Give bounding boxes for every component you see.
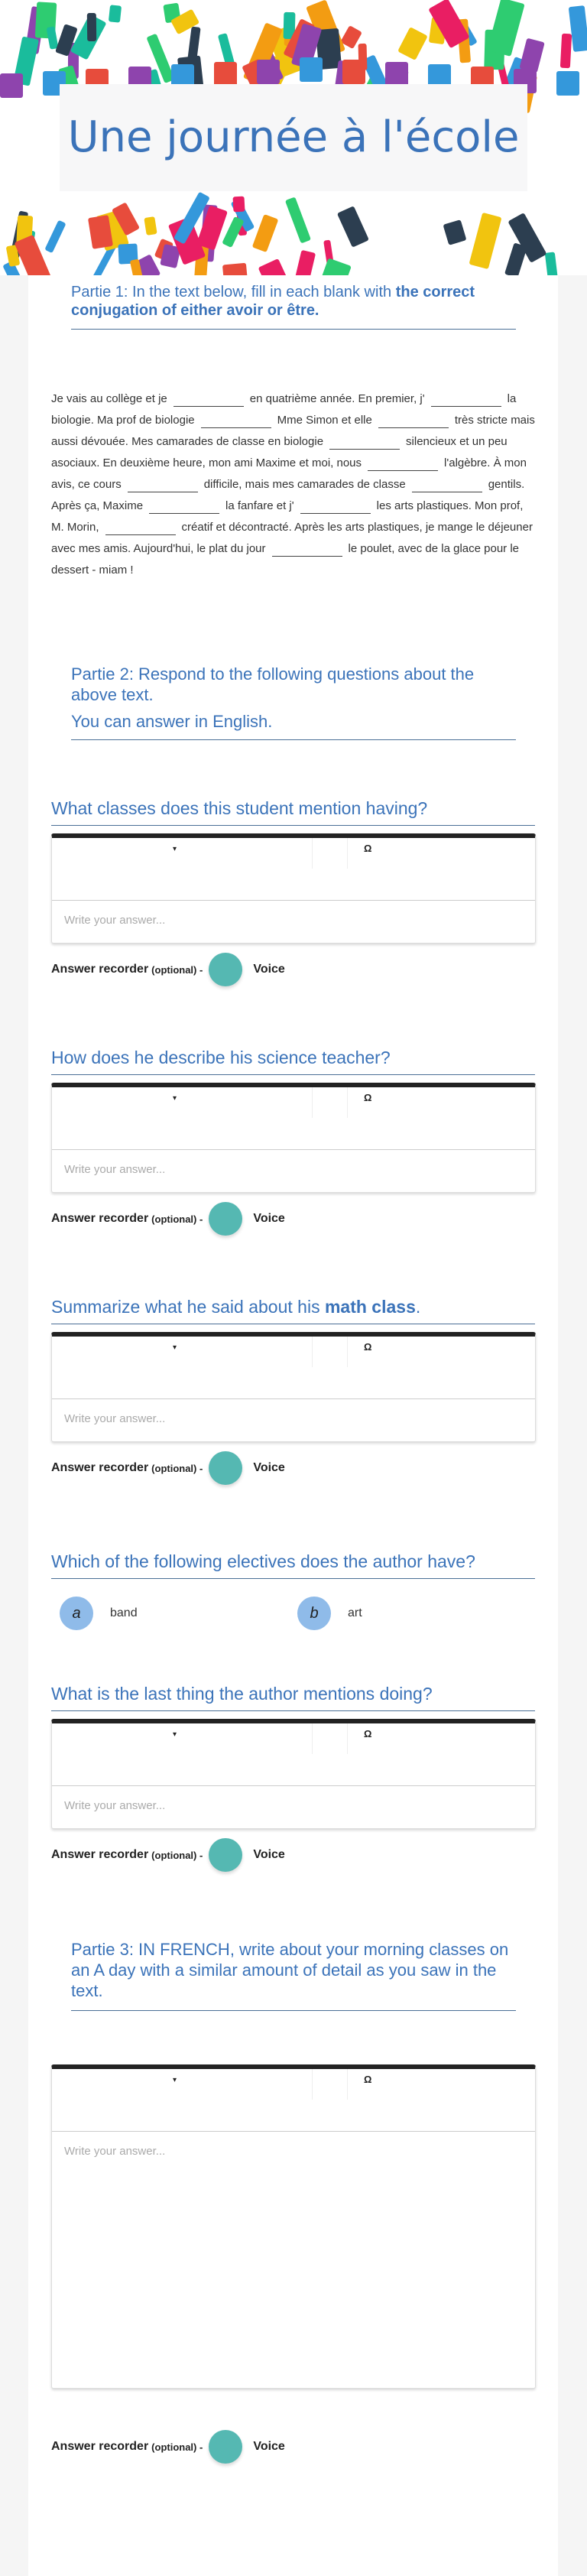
recorder-label: Answer recorder bbox=[51, 963, 149, 976]
voice-record-button[interactable] bbox=[209, 1838, 242, 1872]
header-banner bbox=[0, 0, 587, 275]
recorder-label: Answer recorder bbox=[51, 1848, 149, 1861]
voice-label: Voice bbox=[253, 1848, 285, 1861]
heading-bold: the correct conjugation of either avoir or être. bbox=[71, 284, 475, 319]
voice-record-button[interactable] bbox=[209, 953, 242, 986]
part2-heading bbox=[71, 664, 516, 740]
part3-heading: Partie 3: IN FRENCH, write about your morning classes on an A day with a similar amount of detail as you saw in the text. bbox=[71, 1939, 516, 2011]
school-supply-decoration bbox=[285, 197, 311, 243]
question-text: What is the last thing the author mentions doing? bbox=[51, 1684, 433, 1704]
font-dropdown-caret-icon[interactable]: ▾ bbox=[173, 1730, 177, 1739]
school-supply-decoration bbox=[488, 0, 525, 57]
passage-text: Mme Simon et elle bbox=[277, 414, 372, 427]
font-dropdown-caret-icon[interactable]: ▾ bbox=[173, 2076, 177, 2084]
question-heading bbox=[51, 1296, 535, 1324]
answer-editor bbox=[51, 1083, 536, 1193]
answer-textarea[interactable]: Write your answer... bbox=[64, 2145, 166, 2158]
question-text: What classes does this student mention having? bbox=[51, 798, 428, 818]
heading-text: Partie 1: In the text below, fill in each blank with bbox=[71, 284, 396, 300]
passage-text: très stricte mais aussi dévouée. Mes camarades de classe en biologie bbox=[51, 414, 535, 448]
toolbar-separator bbox=[312, 1723, 348, 1754]
passage-text: en quatrième année. En premier, j' bbox=[249, 392, 425, 405]
passage-text: difficile, mais mes camarades de classe bbox=[203, 478, 406, 491]
passage-text: les arts plastiques. Mon prof, M. Morin, bbox=[51, 499, 524, 534]
school-supply-decoration bbox=[218, 33, 235, 66]
answer-textarea[interactable]: Write your answer... bbox=[64, 1799, 166, 1812]
editor-toolbar bbox=[52, 838, 535, 901]
option-letter: a bbox=[60, 1597, 93, 1630]
voice-label: Voice bbox=[253, 1212, 285, 1225]
special-characters-icon[interactable]: Ω bbox=[364, 843, 372, 854]
passage-text: gentils. Après ça, Maxime bbox=[51, 478, 525, 512]
recorder-optional: (optional) - bbox=[151, 1213, 203, 1225]
blank-input[interactable] bbox=[368, 460, 438, 471]
special-characters-icon[interactable]: Ω bbox=[364, 1092, 372, 1103]
school-supply-decoration bbox=[397, 27, 427, 60]
blank-input[interactable] bbox=[300, 503, 371, 514]
question-text: . bbox=[415, 1297, 421, 1317]
special-characters-icon[interactable]: Ω bbox=[364, 1728, 372, 1740]
school-supply-decoration bbox=[44, 220, 66, 253]
school-supply-decoration bbox=[560, 34, 572, 69]
subheading-text: You can answer in English. bbox=[71, 712, 273, 731]
flag-decoration bbox=[300, 57, 323, 82]
editor-toolbar bbox=[52, 1087, 535, 1150]
question-heading bbox=[51, 797, 535, 826]
passage-text: la biologie. Ma prof de biologie bbox=[51, 392, 517, 427]
voice-record-button[interactable] bbox=[209, 2430, 242, 2464]
recorder-label: Answer recorder bbox=[51, 2440, 149, 2453]
blank-input[interactable] bbox=[378, 417, 449, 428]
answer-recorder bbox=[51, 953, 285, 986]
answer-editor bbox=[51, 1332, 536, 1442]
option-letter: b bbox=[297, 1597, 331, 1630]
blank-input[interactable] bbox=[412, 482, 482, 492]
toolbar-separator bbox=[312, 1087, 348, 1118]
flag-decoration bbox=[385, 62, 408, 86]
answer-recorder bbox=[51, 2430, 285, 2464]
school-supply-decoration bbox=[144, 217, 157, 236]
editor-toolbar bbox=[52, 2069, 535, 2132]
toolbar-separator bbox=[312, 838, 348, 869]
part1-heading bbox=[71, 283, 516, 330]
flag-decoration bbox=[257, 60, 280, 84]
school-supply-decoration bbox=[569, 5, 587, 52]
special-characters-icon[interactable]: Ω bbox=[364, 2074, 372, 2085]
school-supply-decoration bbox=[233, 196, 245, 212]
toolbar-separator bbox=[312, 2069, 348, 2100]
title-box bbox=[60, 84, 527, 191]
blank-input[interactable] bbox=[105, 525, 176, 535]
flag-decoration bbox=[214, 62, 237, 86]
voice-record-button[interactable] bbox=[209, 1451, 242, 1485]
blank-input[interactable] bbox=[174, 396, 244, 407]
school-supply-decoration bbox=[251, 214, 278, 252]
question-bold: math class bbox=[324, 1297, 416, 1317]
passage-text: Je vais au collège et je bbox=[51, 392, 167, 405]
recorder-optional: (optional) - bbox=[151, 1849, 203, 1861]
answer-textarea[interactable]: Write your answer... bbox=[64, 914, 166, 927]
question-heading bbox=[51, 1551, 535, 1579]
passage-text: l'algèbre. À mon avis, ce cours bbox=[51, 456, 527, 491]
voice-label: Voice bbox=[253, 963, 285, 976]
editor-toolbar bbox=[52, 1337, 535, 1399]
heading-text: Partie 2: Respond to the following questions about the above text. bbox=[71, 664, 475, 704]
flag-decoration bbox=[0, 73, 23, 98]
font-dropdown-caret-icon[interactable]: ▾ bbox=[173, 1094, 177, 1103]
answer-recorder bbox=[51, 1451, 285, 1485]
answer-recorder bbox=[51, 1202, 285, 1236]
font-dropdown-caret-icon[interactable]: ▾ bbox=[173, 1343, 177, 1352]
question-text: Which of the following electives does the author have? bbox=[51, 1551, 475, 1571]
special-characters-icon[interactable]: Ω bbox=[364, 1341, 372, 1353]
toolbar-separator bbox=[312, 1337, 348, 1367]
blank-input[interactable] bbox=[272, 546, 342, 557]
answer-recorder bbox=[51, 1838, 285, 1872]
answer-editor bbox=[51, 2064, 536, 2389]
editor-toolbar bbox=[52, 1723, 535, 1786]
answer-editor bbox=[51, 833, 536, 944]
recorder-optional: (optional) - bbox=[151, 2441, 203, 2453]
passage-text: créatif et décontracté. Après les arts plastiques, je mange le déjeuner avec mes amis. Aujourd'hui, le plat du jour bbox=[51, 521, 533, 555]
question-heading bbox=[51, 1047, 535, 1075]
page-title: Une journée à l'école bbox=[67, 112, 520, 162]
recorder-label: Answer recorder bbox=[51, 1461, 149, 1474]
school-supply-decoration bbox=[109, 5, 122, 22]
recorder-optional: (optional) - bbox=[151, 1462, 203, 1474]
blank-input[interactable] bbox=[201, 417, 271, 428]
flag-decoration bbox=[556, 71, 579, 96]
answer-textarea[interactable]: Write your answer... bbox=[64, 1163, 166, 1176]
answer-textarea[interactable]: Write your answer... bbox=[64, 1412, 166, 1425]
school-supply-decoration bbox=[289, 250, 316, 275]
option-art[interactable] bbox=[297, 1597, 362, 1630]
school-supply-decoration bbox=[313, 258, 352, 275]
school-supply-decoration bbox=[258, 259, 293, 275]
recorder-label: Answer recorder bbox=[51, 1212, 149, 1225]
option-label: band bbox=[110, 1606, 138, 1619]
recorder-optional: (optional) - bbox=[151, 963, 203, 976]
question-text: How does he describe his science teacher? bbox=[51, 1048, 391, 1067]
school-supply-decoration bbox=[443, 219, 466, 245]
answer-editor bbox=[51, 1719, 536, 1829]
font-dropdown-caret-icon[interactable]: ▾ bbox=[173, 845, 177, 853]
fill-in-passage bbox=[51, 388, 536, 581]
voice-label: Voice bbox=[253, 1461, 285, 1474]
voice-record-button[interactable] bbox=[209, 1202, 242, 1236]
option-label: art bbox=[348, 1606, 362, 1619]
passage-text: silencieux et un peu asociaux. En deuxième heure, mon ami Maxime et moi, nous bbox=[51, 435, 508, 469]
school-supply-decoration bbox=[469, 212, 502, 268]
blank-input[interactable] bbox=[431, 396, 501, 407]
passage-text: le poulet, avec de la glace pour le dessert - miam ! bbox=[51, 542, 519, 577]
blank-input[interactable] bbox=[329, 439, 400, 450]
school-supply-decoration bbox=[337, 206, 369, 248]
flag-decoration bbox=[342, 60, 365, 84]
blank-input[interactable] bbox=[149, 503, 219, 514]
school-supply-decoration bbox=[519, 37, 545, 73]
question-heading bbox=[51, 1683, 535, 1711]
school-supply-decoration bbox=[544, 252, 558, 275]
voice-label: Voice bbox=[253, 2440, 285, 2453]
blank-input[interactable] bbox=[128, 482, 198, 492]
passage-text: la fanfare et j' bbox=[225, 499, 294, 512]
school-supply-decoration bbox=[87, 13, 96, 41]
school-supply-decoration bbox=[222, 263, 251, 275]
option-band[interactable] bbox=[60, 1597, 138, 1630]
question-text: Summarize what he said about his bbox=[51, 1297, 325, 1317]
